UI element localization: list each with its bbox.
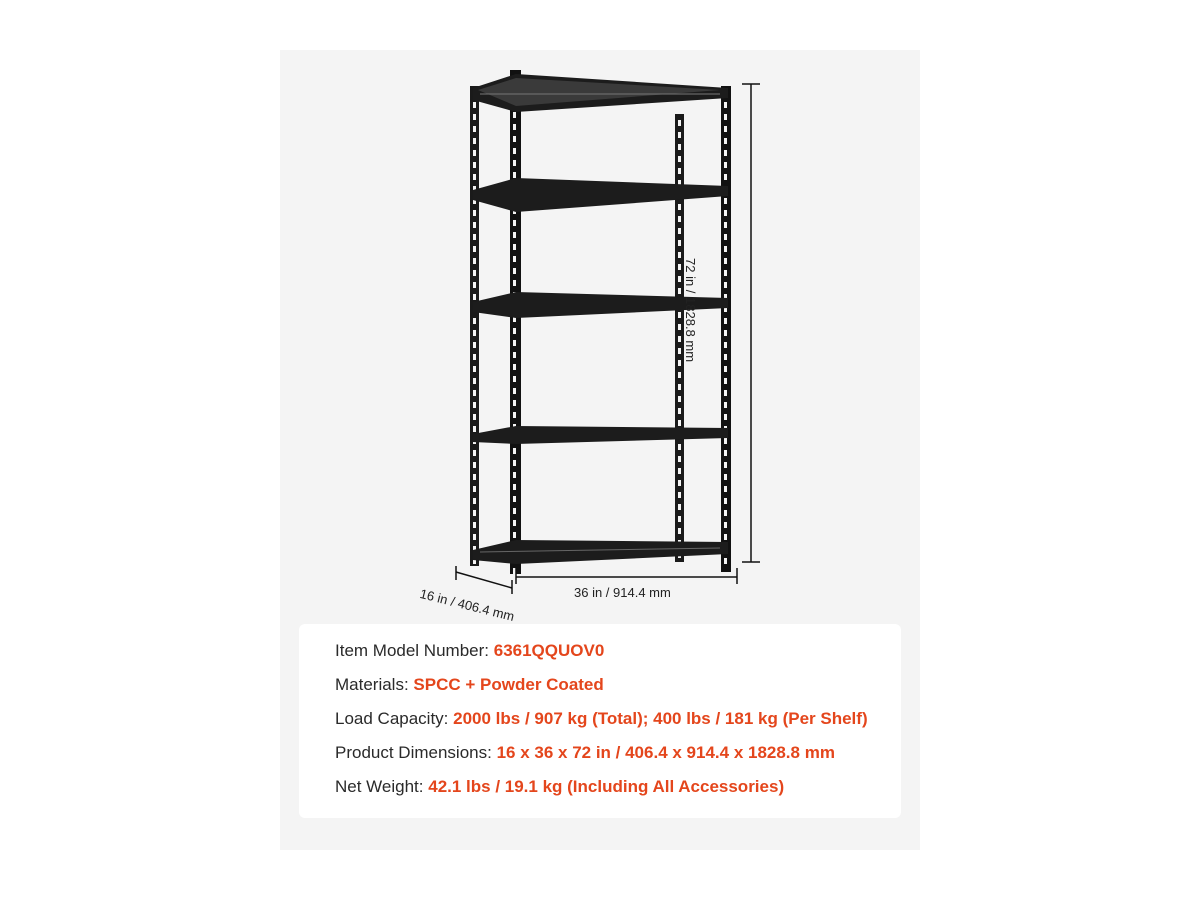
spec-value: 42.1 lbs / 19.1 kg (Including All Accessories) xyxy=(428,777,785,796)
upright-hole xyxy=(473,414,476,420)
upright-hole xyxy=(724,378,727,384)
upright-hole xyxy=(513,352,516,358)
upright-hole xyxy=(678,144,681,150)
upright-hole xyxy=(473,510,476,516)
upright-hole xyxy=(473,114,476,120)
upright-hole xyxy=(513,448,516,454)
shelf-1 xyxy=(473,74,728,112)
upright-hole xyxy=(473,318,476,324)
upright-hole xyxy=(473,522,476,528)
upright-hole xyxy=(678,132,681,138)
upright-hole xyxy=(513,376,516,382)
upright-hole xyxy=(724,270,727,276)
upright-hole xyxy=(678,456,681,462)
upright-hole xyxy=(724,558,727,564)
product-panel xyxy=(280,50,920,850)
upright-hole xyxy=(473,210,476,216)
upright-hole xyxy=(473,270,476,276)
upright-hole xyxy=(724,330,727,336)
upright-hole xyxy=(513,256,516,262)
spec-value: 16 x 36 x 72 in / 406.4 x 914.4 x 1828.8 mm xyxy=(496,743,835,762)
upright-hole xyxy=(724,354,727,360)
spec-value: SPCC + Powder Coated xyxy=(413,675,604,694)
upright-hole xyxy=(678,312,681,318)
spec-card xyxy=(299,624,901,818)
upright-hole xyxy=(513,220,516,226)
upright-hole xyxy=(724,510,727,516)
spec-label: Item Model Number: xyxy=(335,641,494,660)
upright-hole xyxy=(513,388,516,394)
upright-hole xyxy=(678,240,681,246)
upright-hole xyxy=(678,252,681,258)
upright-hole xyxy=(724,498,727,504)
upright-hole xyxy=(473,426,476,432)
upright-hole xyxy=(473,294,476,300)
upright-hole xyxy=(513,268,516,274)
upright-hole xyxy=(724,114,727,120)
upright-hole xyxy=(513,460,516,466)
upright-hole xyxy=(473,330,476,336)
upright-hole xyxy=(513,532,516,538)
upright-hole xyxy=(473,462,476,468)
upright-hole xyxy=(473,366,476,372)
upright-hole xyxy=(724,438,727,444)
upright-hole xyxy=(724,222,727,228)
upright-hole xyxy=(678,468,681,474)
shelf-4 xyxy=(473,426,728,444)
upright-hole xyxy=(724,282,727,288)
upright-hole xyxy=(473,498,476,504)
upright-hole xyxy=(473,174,476,180)
upright-hole xyxy=(473,402,476,408)
upright-hole xyxy=(473,342,476,348)
upright-hole xyxy=(678,288,681,294)
upright-hole xyxy=(724,150,727,156)
upright-hole xyxy=(513,508,516,514)
upright-hole xyxy=(678,420,681,426)
upright-hole xyxy=(678,276,681,282)
upright-hole xyxy=(473,486,476,492)
upright-hole xyxy=(513,136,516,142)
shelving-unit-illustration xyxy=(280,50,920,630)
upright-hole xyxy=(473,222,476,228)
upright-hole xyxy=(724,414,727,420)
upright-hole xyxy=(678,264,681,270)
upright-hole xyxy=(513,124,516,130)
upright-hole xyxy=(724,210,727,216)
spec-label: Net Weight: xyxy=(335,777,429,796)
upright-hole xyxy=(678,216,681,222)
spec-label: Load Capacity: xyxy=(335,709,454,728)
upright-hole xyxy=(724,318,727,324)
upright-hole xyxy=(473,282,476,288)
upright-hole xyxy=(678,528,681,534)
upright-hole xyxy=(724,450,727,456)
upright-hole xyxy=(473,378,476,384)
upright-hole xyxy=(724,522,727,528)
upright-hole xyxy=(678,408,681,414)
width-dimension-label: 36 in / 914.4 mm xyxy=(574,585,671,600)
shelf-2 xyxy=(473,178,728,212)
upright-hole xyxy=(724,486,727,492)
spec-label: Product Dimensions: xyxy=(335,743,497,762)
upright-hole xyxy=(724,366,727,372)
upright-hole xyxy=(724,246,727,252)
upright-hole xyxy=(724,138,727,144)
upright-hole xyxy=(724,474,727,480)
depth-dimension-label: 16 in / 406.4 mm xyxy=(418,586,516,624)
upright-hole xyxy=(678,228,681,234)
upright-hole xyxy=(724,102,727,108)
upright-hole xyxy=(678,324,681,330)
depth-dimension-line xyxy=(456,566,512,594)
spec-row-materials xyxy=(335,675,604,695)
spec-label: Materials: xyxy=(335,675,414,694)
upright-hole xyxy=(513,148,516,154)
upright-hole xyxy=(724,342,727,348)
upright-hole xyxy=(513,328,516,334)
upright-hole xyxy=(724,174,727,180)
upright-hole xyxy=(678,444,681,450)
upright-hole xyxy=(473,450,476,456)
upright-hole xyxy=(473,354,476,360)
height-dimension-line xyxy=(742,84,760,562)
upright-hole xyxy=(473,474,476,480)
upright-hole xyxy=(678,204,681,210)
upright-hole xyxy=(724,234,727,240)
upright-hole xyxy=(513,496,516,502)
upright-hole xyxy=(513,340,516,346)
upright-hole xyxy=(678,168,681,174)
upright-hole xyxy=(513,280,516,286)
upright-hole xyxy=(513,520,516,526)
upright-hole xyxy=(724,258,727,264)
height-dimension-label: 72 in / 1828.8 mm xyxy=(683,258,698,363)
upright-back-left xyxy=(470,86,479,566)
upright-hole xyxy=(678,492,681,498)
width-dimension-line xyxy=(516,568,737,584)
upright-hole xyxy=(678,516,681,522)
spec-row-product-dimensions xyxy=(335,743,835,763)
upright-hole xyxy=(513,172,516,178)
upright-hole xyxy=(513,484,516,490)
upright-hole xyxy=(724,390,727,396)
upright-hole xyxy=(473,234,476,240)
upright-hole xyxy=(513,472,516,478)
upright-hole xyxy=(513,364,516,370)
upright-hole xyxy=(678,120,681,126)
upright-hole xyxy=(724,402,727,408)
upright-hole xyxy=(724,162,727,168)
upright-hole xyxy=(473,246,476,252)
upright-hole xyxy=(678,384,681,390)
upright-hole xyxy=(473,258,476,264)
upright-hole xyxy=(473,150,476,156)
upright-hole xyxy=(473,390,476,396)
upright-hole xyxy=(678,396,681,402)
upright-hole xyxy=(513,400,516,406)
upright-hole xyxy=(513,244,516,250)
upright-hole xyxy=(724,126,727,132)
upright-hole xyxy=(678,480,681,486)
upright-hole xyxy=(678,156,681,162)
shelf-5 xyxy=(473,540,728,564)
upright-hole xyxy=(513,412,516,418)
upright-hole xyxy=(724,462,727,468)
upright-hole xyxy=(473,126,476,132)
spec-value: 2000 lbs / 907 kg (Total); 400 lbs / 181 kg (Per Shelf) xyxy=(453,709,868,728)
upright-hole xyxy=(473,162,476,168)
upright-hole xyxy=(678,504,681,510)
upright-hole xyxy=(473,138,476,144)
upright-hole xyxy=(473,534,476,540)
upright-hole xyxy=(513,232,516,238)
upright-hole xyxy=(678,348,681,354)
spec-row-model-number xyxy=(335,641,604,661)
upright-hole xyxy=(473,102,476,108)
upright-hole xyxy=(513,160,516,166)
upright-hole xyxy=(513,112,516,118)
upright-hole xyxy=(724,534,727,540)
spec-row-net-weight xyxy=(335,777,784,797)
spec-value: 6361QQUOV0 xyxy=(493,641,605,660)
upright-hole xyxy=(678,336,681,342)
upright-hole xyxy=(678,372,681,378)
spec-row-load-capacity xyxy=(335,709,868,729)
upright-hole xyxy=(678,360,681,366)
upright-hole xyxy=(724,198,727,204)
